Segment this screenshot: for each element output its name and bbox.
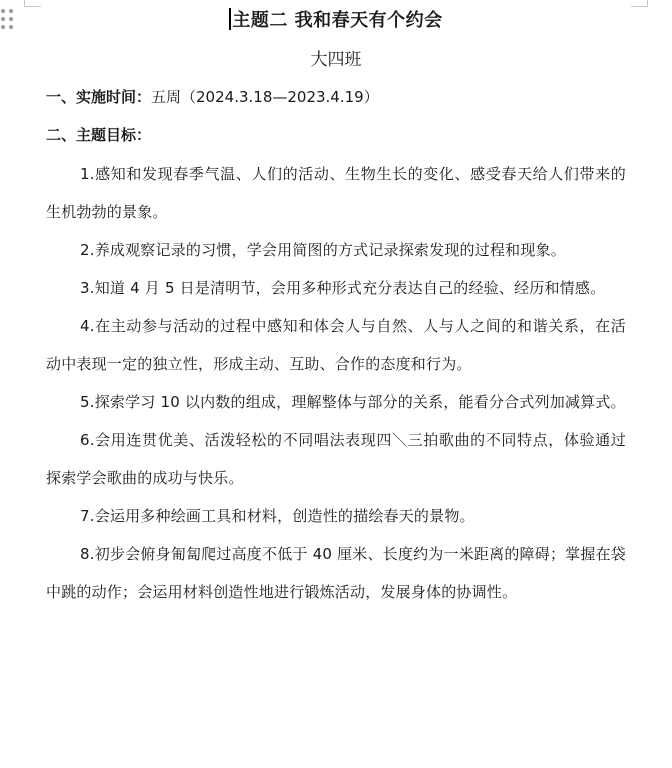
goal-item: 7.会运用多种绘画工具和材料，创造性的描绘春天的景物。 (80, 507, 475, 525)
goals-heading: 二、主题目标： (46, 126, 152, 144)
class-name: 大四班 (310, 50, 362, 70)
implementation-time-value: 五周（2024.3.18—2023.4.19） (151, 88, 379, 106)
goal-item: 6.会用连贯优美、活泼轻松的不同唱法表现四＼三拍歌曲的不同特点，体验通过探索学会歌曲的成功与快乐。 (46, 431, 626, 487)
goal-item: 4.在主动参与活动的过程中感知和体会人与自然、人与人之间的和谐关系，在活动中表现一定的独立性，形成主动、互助、合作的态度和行为。 (46, 317, 626, 373)
document-title: 主题二 我和春天有个约会 (232, 10, 443, 31)
page-corner-mark-left (24, 0, 41, 7)
implementation-time-label: 一、实施时间： (46, 88, 152, 106)
goal-item: 3.知道 4 月 5 日是清明节，会用多种形式充分表达自己的经验、经历和情感。 (80, 279, 606, 297)
implementation-time-row (46, 86, 379, 108)
goals-list (46, 155, 626, 611)
document-title-line[interactable] (46, 8, 626, 34)
page-corner-mark-right (631, 0, 648, 7)
goal-item: 1.感知和发现春季气温、人们的活动、生物生长的变化、感受春天给人们带来的生机勃勃的景象。 (46, 165, 626, 221)
goal-item: 2.养成观察记录的习惯，学会用简图的方式记录探索发现的过程和现象。 (80, 241, 566, 259)
goal-item: 8.初步会俯身匍匐爬过高度不低于 40 厘米、长度约为一米距离的障碍；掌握在袋中跳的动作；会运用材料创造性地进行锻炼活动，发展身体的协调性。 (46, 545, 626, 601)
drag-handle-icon[interactable] (1, 9, 15, 31)
goal-item: 5.探索学习 10 以内数的组成，理解整体与部分的关系，能看分合式列加减算式。 (80, 393, 626, 411)
